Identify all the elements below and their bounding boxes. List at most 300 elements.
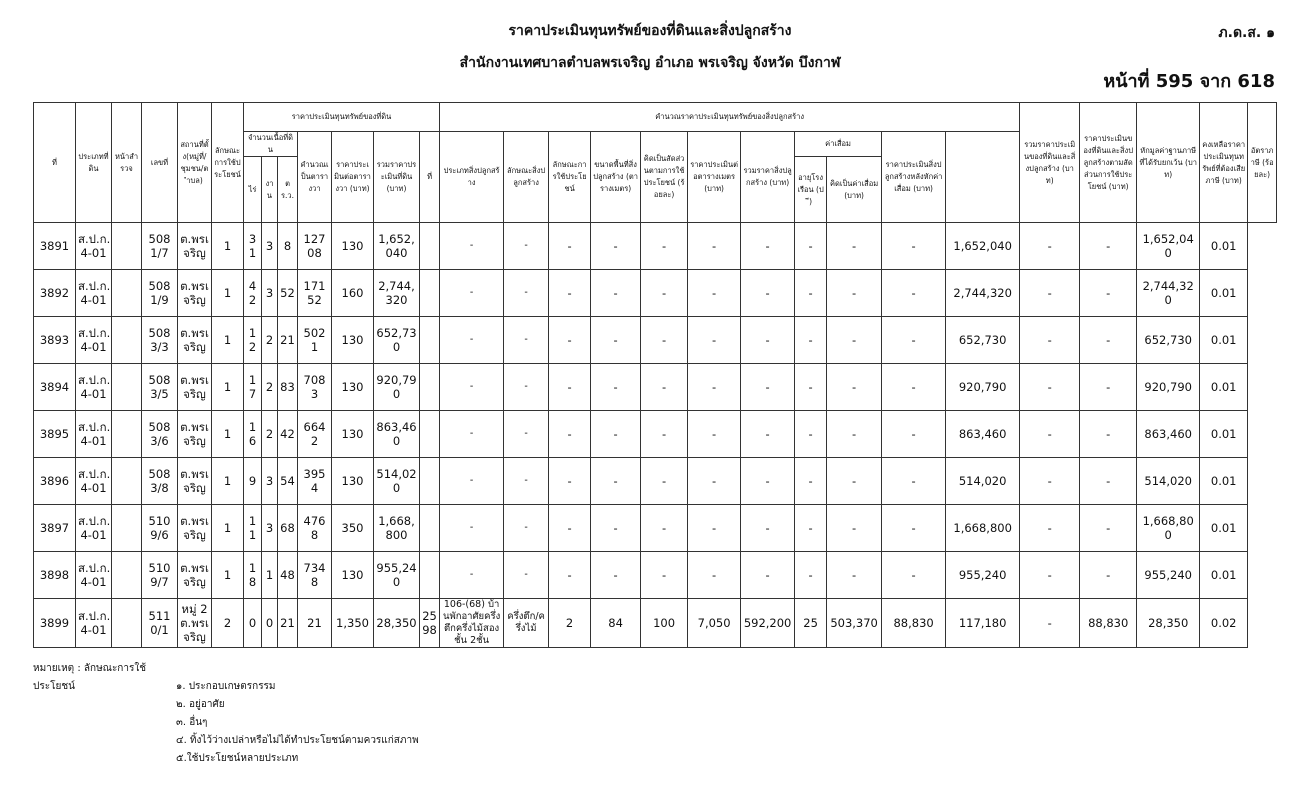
cell-b-age: - bbox=[795, 505, 827, 552]
cell-sqwa: 42 bbox=[278, 411, 298, 458]
cell-b-after-depr: - bbox=[882, 505, 946, 552]
cell-sqwa: 54 bbox=[278, 458, 298, 505]
cell-usage: 2 bbox=[212, 599, 244, 648]
cell-b-area: - bbox=[591, 364, 641, 411]
cell-remaining: 652,730 bbox=[1137, 317, 1200, 364]
cell-parcel-no: 5109/6 bbox=[142, 505, 178, 552]
cell-calc-sqwa: 21 bbox=[298, 599, 332, 648]
cell-location: ต.พรเจริญ bbox=[178, 411, 212, 458]
cell-no: 3896 bbox=[34, 458, 76, 505]
cell-b-depr: - bbox=[827, 552, 882, 599]
cell-location: ต.พรเจริญ bbox=[178, 364, 212, 411]
cell-usage: 1 bbox=[212, 411, 244, 458]
col-ngan: งาน bbox=[262, 157, 278, 223]
cell-deduction: 88,830 bbox=[1080, 599, 1137, 648]
cell-b-area: - bbox=[591, 411, 641, 458]
cell-b-price-sqm: - bbox=[688, 411, 741, 458]
cell-b-character: - bbox=[504, 364, 549, 411]
table-row bbox=[34, 364, 1277, 411]
cell-b-area: 84 bbox=[591, 599, 641, 648]
col-survey-page: หน้าสำรวจ bbox=[112, 103, 142, 223]
cell-total-land: 514,020 bbox=[374, 458, 420, 505]
cell-b-character: ครึ่งตึก/ครึ่งไม้ bbox=[504, 599, 549, 648]
cell-price-per-sqwa: 130 bbox=[332, 364, 374, 411]
cell-no: 3893 bbox=[34, 317, 76, 364]
cell-land-type: ส.ป.ก. 4-01 bbox=[76, 364, 112, 411]
cell-b-total: - bbox=[741, 364, 795, 411]
cell-no: 3899 bbox=[34, 599, 76, 648]
table-row bbox=[34, 599, 1277, 648]
cell-sqwa: 48 bbox=[278, 552, 298, 599]
cell-b-after-depr: - bbox=[882, 458, 946, 505]
cell-calc-sqwa: 3954 bbox=[298, 458, 332, 505]
cell-b-type: - bbox=[440, 458, 504, 505]
col-usage: ลักษณะการใช้ประโยชน์ bbox=[212, 103, 244, 223]
cell-ngan: 2 bbox=[262, 411, 278, 458]
cell-land-type: ส.ป.ก. 4-01 bbox=[76, 270, 112, 317]
cell-b-age: - bbox=[795, 223, 827, 270]
cell-survey-page bbox=[112, 270, 142, 317]
table-row bbox=[34, 317, 1277, 364]
cell-b-area: - bbox=[591, 270, 641, 317]
cell-parcel-no: 5109/7 bbox=[142, 552, 178, 599]
cell-sqwa: 8 bbox=[278, 223, 298, 270]
form-code: ภ.ด.ส. ๑ bbox=[1218, 25, 1275, 41]
cell-land-type: ส.ป.ก. 4-01 bbox=[76, 552, 112, 599]
cell-b-depr: - bbox=[827, 364, 882, 411]
cell-b-character: - bbox=[504, 270, 549, 317]
col-sqwa: ตร.ว. bbox=[278, 157, 298, 223]
cell-price-per-sqwa: 130 bbox=[332, 223, 374, 270]
cell-rai: 17 bbox=[244, 364, 262, 411]
cell-deduction: - bbox=[1080, 223, 1137, 270]
cell-b-usage: - bbox=[549, 458, 591, 505]
cell-b-no bbox=[420, 270, 440, 317]
cell-price-per-sqwa: 130 bbox=[332, 552, 374, 599]
cell-parcel-no: 5110/1 bbox=[142, 599, 178, 648]
cell-tax-rate: 0.01 bbox=[1200, 552, 1248, 599]
cell-b-area: - bbox=[591, 505, 641, 552]
cell-prop-value: - bbox=[1020, 411, 1080, 458]
col-group-depreciation: ค่าเสื่อม bbox=[795, 132, 882, 157]
cell-rai: 42 bbox=[244, 270, 262, 317]
page-title: ราคาประเมินทุนทรัพย์ของที่ดินและสิ่งปลูกสร้าง bbox=[508, 23, 792, 39]
cell-location: ต.พรเจริญ bbox=[178, 317, 212, 364]
cell-usage: 1 bbox=[212, 317, 244, 364]
cell-b-total: - bbox=[741, 317, 795, 364]
col-b-depr: คิดเป็นค่าเสื่อม (บาท) bbox=[827, 157, 882, 223]
cell-total-land-building: 955,240 bbox=[946, 552, 1020, 599]
cell-b-price-sqm: - bbox=[688, 364, 741, 411]
cell-location: ต.พรเจริญ bbox=[178, 223, 212, 270]
cell-remaining: 514,020 bbox=[1137, 458, 1200, 505]
cell-b-age: - bbox=[795, 317, 827, 364]
col-b-usage: ลักษณะการใช้ประโยชน์ bbox=[549, 132, 591, 223]
cell-prop-value: - bbox=[1020, 552, 1080, 599]
cell-b-percent: - bbox=[641, 364, 688, 411]
cell-b-no bbox=[420, 364, 440, 411]
col-b-age: อายุโรงเรือน (ปี) bbox=[795, 157, 827, 223]
cell-b-total: - bbox=[741, 552, 795, 599]
cell-rai: 18 bbox=[244, 552, 262, 599]
cell-b-percent: - bbox=[641, 223, 688, 270]
cell-b-character: - bbox=[504, 458, 549, 505]
cell-parcel-no: 5081/7 bbox=[142, 223, 178, 270]
cell-prop-value: - bbox=[1020, 317, 1080, 364]
cell-deduction: - bbox=[1080, 317, 1137, 364]
col-b-total: รวมราคาสิ่งปลูกสร้าง (บาท) bbox=[741, 132, 795, 223]
col-rai: ไร่ bbox=[244, 157, 262, 223]
cell-sqwa: 83 bbox=[278, 364, 298, 411]
cell-total-land: 28,350 bbox=[374, 599, 420, 648]
table-row bbox=[34, 223, 1277, 270]
cell-usage: 1 bbox=[212, 458, 244, 505]
cell-no: 3897 bbox=[34, 505, 76, 552]
office-subtitle: สำนักงานเทศบาลตำบลพรเจริญ อำเภอ พรเจริญ จังหวัด บึงกาฬ bbox=[459, 55, 841, 71]
cell-tax-rate: 0.01 bbox=[1200, 364, 1248, 411]
cell-parcel-no: 5083/3 bbox=[142, 317, 178, 364]
col-prop-value: ราคาประเมินของที่ดินและสิ่งปลูกสร้างตามสัดส่วนการใช้ประโยชน์ (บาท) bbox=[1080, 103, 1137, 223]
cell-deduction: - bbox=[1080, 458, 1137, 505]
cell-b-area: - bbox=[591, 317, 641, 364]
cell-survey-page bbox=[112, 364, 142, 411]
cell-rai: 31 bbox=[244, 223, 262, 270]
cell-b-no bbox=[420, 317, 440, 364]
col-total-land-building: รวมราคาประเมินของที่ดินและสิ่งปลูกสร้าง (บาท) bbox=[1020, 103, 1080, 223]
cell-sqwa: 68 bbox=[278, 505, 298, 552]
cell-land-type: ส.ป.ก. 4-01 bbox=[76, 317, 112, 364]
col-group-land: ราคาประเมินทุนทรัพย์ของที่ดิน bbox=[244, 103, 440, 132]
cell-b-area: - bbox=[591, 223, 641, 270]
cell-price-per-sqwa: 130 bbox=[332, 458, 374, 505]
cell-land-type: ส.ป.ก. 4-01 bbox=[76, 458, 112, 505]
cell-calc-sqwa: 7083 bbox=[298, 364, 332, 411]
cell-b-type: - bbox=[440, 223, 504, 270]
cell-b-usage: - bbox=[549, 364, 591, 411]
table-row bbox=[34, 270, 1277, 317]
cell-b-depr: - bbox=[827, 270, 882, 317]
cell-b-usage: - bbox=[549, 552, 591, 599]
cell-b-depr: - bbox=[827, 411, 882, 458]
col-land-type: ประเภทที่ดิน bbox=[76, 103, 112, 223]
cell-survey-page bbox=[112, 505, 142, 552]
remark-item: ๕.ใช้ประโยชน์หลายประเภท bbox=[176, 753, 299, 764]
cell-rai: 0 bbox=[244, 599, 262, 648]
cell-ngan: 3 bbox=[262, 458, 278, 505]
cell-land-type: ส.ป.ก. 4-01 bbox=[76, 223, 112, 270]
cell-prop-value: - bbox=[1020, 270, 1080, 317]
cell-b-character: - bbox=[504, 552, 549, 599]
cell-prop-value: - bbox=[1020, 223, 1080, 270]
cell-b-price-sqm: 7,050 bbox=[688, 599, 741, 648]
cell-b-total: - bbox=[741, 411, 795, 458]
cell-prop-value: - bbox=[1020, 599, 1080, 648]
cell-rai: 12 bbox=[244, 317, 262, 364]
cell-b-price-sqm: - bbox=[688, 223, 741, 270]
col-b-type: ประเภทสิ่งปลูกสร้าง bbox=[440, 132, 504, 223]
cell-total-land: 920,790 bbox=[374, 364, 420, 411]
cell-total-land: 1,652,040 bbox=[374, 223, 420, 270]
cell-b-price-sqm: - bbox=[688, 270, 741, 317]
cell-b-usage: - bbox=[549, 411, 591, 458]
cell-b-price-sqm: - bbox=[688, 458, 741, 505]
cell-b-total: - bbox=[741, 270, 795, 317]
cell-b-percent: - bbox=[641, 270, 688, 317]
cell-prop-value: - bbox=[1020, 458, 1080, 505]
cell-remaining: 1,652,040 bbox=[1137, 223, 1200, 270]
cell-no: 3894 bbox=[34, 364, 76, 411]
cell-price-per-sqwa: 160 bbox=[332, 270, 374, 317]
col-remaining: คงเหลือราคาประเมินทุนทรัพย์ที่ต้องเสียภาษี (บาท) bbox=[1200, 103, 1248, 223]
remarks-label: หมายเหตุ : ลักษณะการใช้ประโยชน์ bbox=[33, 663, 147, 692]
cell-b-age: - bbox=[795, 411, 827, 458]
cell-b-depr: - bbox=[827, 458, 882, 505]
cell-b-after-depr: - bbox=[882, 317, 946, 364]
cell-b-percent: 100 bbox=[641, 599, 688, 648]
cell-deduction: - bbox=[1080, 552, 1137, 599]
cell-b-no bbox=[420, 411, 440, 458]
cell-b-percent: - bbox=[641, 552, 688, 599]
col-b-no: ที่ bbox=[420, 132, 440, 223]
cell-sqwa: 21 bbox=[278, 599, 298, 648]
cell-b-character: - bbox=[504, 223, 549, 270]
cell-no: 3892 bbox=[34, 270, 76, 317]
cell-price-per-sqwa: 350 bbox=[332, 505, 374, 552]
cell-total-land: 2,744,320 bbox=[374, 270, 420, 317]
cell-ngan: 1 bbox=[262, 552, 278, 599]
cell-b-age: - bbox=[795, 552, 827, 599]
cell-b-no bbox=[420, 458, 440, 505]
cell-b-after-depr: - bbox=[882, 270, 946, 317]
col-b-after-depr: ราคาประเมินสิ่งปลูกสร้างหลังหักค่าเสื่อม (บาท) bbox=[882, 132, 946, 223]
cell-rai: 9 bbox=[244, 458, 262, 505]
cell-total-land-building: 117,180 bbox=[946, 599, 1020, 648]
cell-b-percent: - bbox=[641, 317, 688, 364]
cell-b-depr: 503,370 bbox=[827, 599, 882, 648]
cell-b-no: 2598 bbox=[420, 599, 440, 648]
cell-usage: 1 bbox=[212, 364, 244, 411]
cell-survey-page bbox=[112, 317, 142, 364]
cell-b-character: - bbox=[504, 411, 549, 458]
cell-b-percent: - bbox=[641, 505, 688, 552]
cell-location: ต.พรเจริญ bbox=[178, 505, 212, 552]
cell-b-usage: 2 bbox=[549, 599, 591, 648]
cell-b-type: - bbox=[440, 505, 504, 552]
cell-b-type: 106-(68) บ้านพักอาศัยครึ่งตึกครึ่งไม้สองชั้น 2ชั้น bbox=[440, 599, 504, 648]
cell-ngan: 3 bbox=[262, 270, 278, 317]
cell-b-percent: - bbox=[641, 458, 688, 505]
cell-tax-rate: 0.01 bbox=[1200, 223, 1248, 270]
cell-b-usage: - bbox=[549, 505, 591, 552]
cell-b-price-sqm: - bbox=[688, 505, 741, 552]
col-b-price-sqm: ราคาประเมินต่อตารางเมตร (บาท) bbox=[688, 132, 741, 223]
cell-total-land-building: 920,790 bbox=[946, 364, 1020, 411]
cell-b-percent: - bbox=[641, 411, 688, 458]
cell-remaining: 2,744,320 bbox=[1137, 270, 1200, 317]
cell-survey-page bbox=[112, 552, 142, 599]
cell-b-type: - bbox=[440, 317, 504, 364]
cell-no: 3895 bbox=[34, 411, 76, 458]
cell-b-price-sqm: - bbox=[688, 552, 741, 599]
cell-total-land-building: 652,730 bbox=[946, 317, 1020, 364]
cell-deduction: - bbox=[1080, 505, 1137, 552]
cell-price-per-sqwa: 130 bbox=[332, 411, 374, 458]
cell-no: 3891 bbox=[34, 223, 76, 270]
cell-tax-rate: 0.01 bbox=[1200, 270, 1248, 317]
cell-calc-sqwa: 17152 bbox=[298, 270, 332, 317]
cell-no: 3898 bbox=[34, 552, 76, 599]
col-price-per-sqwa: ราคาประเมินต่อตารางวา (บาท) bbox=[332, 132, 374, 223]
cell-remaining: 1,668,800 bbox=[1137, 505, 1200, 552]
cell-calc-sqwa: 7348 bbox=[298, 552, 332, 599]
cell-parcel-no: 5081/9 bbox=[142, 270, 178, 317]
cell-usage: 1 bbox=[212, 223, 244, 270]
col-deduction: หักมูลค่าฐานภาษีที่ได้รับยกเว้น (บาท) bbox=[1137, 103, 1200, 223]
cell-total-land-building: 1,668,800 bbox=[946, 505, 1020, 552]
col-calc-sqwa: คำนวณเป็นตารางวา bbox=[298, 132, 332, 223]
cell-usage: 1 bbox=[212, 505, 244, 552]
cell-b-area: - bbox=[591, 458, 641, 505]
cell-survey-page bbox=[112, 223, 142, 270]
cell-b-depr: - bbox=[827, 317, 882, 364]
page-indicator: หน้าที่ 595 จาก 618 bbox=[1103, 71, 1275, 92]
cell-land-type: ส.ป.ก. 4-01 bbox=[76, 599, 112, 648]
cell-b-usage: - bbox=[549, 223, 591, 270]
cell-b-age: - bbox=[795, 458, 827, 505]
col-total-land: รวมราคาประเมินที่ดิน (บาท) bbox=[374, 132, 420, 223]
cell-survey-page bbox=[112, 458, 142, 505]
cell-total-land: 863,460 bbox=[374, 411, 420, 458]
cell-parcel-no: 5083/8 bbox=[142, 458, 178, 505]
cell-rai: 16 bbox=[244, 411, 262, 458]
col-b-area: ขนาดพื้นที่สิ่งปลูกสร้าง (ตารางเมตร) bbox=[591, 132, 641, 223]
cell-b-age: - bbox=[795, 364, 827, 411]
cell-b-usage: - bbox=[549, 270, 591, 317]
remark-item: ๓. อื่นๆ bbox=[176, 717, 208, 728]
cell-price-per-sqwa: 1,350 bbox=[332, 599, 374, 648]
cell-b-no bbox=[420, 505, 440, 552]
cell-total-land-building: 514,020 bbox=[946, 458, 1020, 505]
table-row bbox=[34, 458, 1277, 505]
col-b-character: ลักษณะสิ่งปลูกสร้าง bbox=[504, 132, 549, 223]
cell-sqwa: 52 bbox=[278, 270, 298, 317]
cell-tax-rate: 0.02 bbox=[1200, 599, 1248, 648]
col-no: ที่ bbox=[34, 103, 76, 223]
col-tax-rate: อัตราภาษี (ร้อยละ) bbox=[1248, 103, 1277, 223]
cell-tax-rate: 0.01 bbox=[1200, 411, 1248, 458]
table-body bbox=[34, 223, 1277, 648]
col-group-area: จำนวนเนื้อที่ดิน bbox=[244, 132, 298, 157]
cell-calc-sqwa: 5021 bbox=[298, 317, 332, 364]
cell-b-type: - bbox=[440, 364, 504, 411]
cell-b-depr: - bbox=[827, 505, 882, 552]
cell-total-land: 955,240 bbox=[374, 552, 420, 599]
cell-b-after-depr: 88,830 bbox=[882, 599, 946, 648]
cell-remaining: 920,790 bbox=[1137, 364, 1200, 411]
cell-b-depr: - bbox=[827, 223, 882, 270]
cell-sqwa: 21 bbox=[278, 317, 298, 364]
cell-deduction: - bbox=[1080, 270, 1137, 317]
cell-parcel-no: 5083/5 bbox=[142, 364, 178, 411]
cell-b-no bbox=[420, 552, 440, 599]
col-location: สถานที่ตั้ง(หมู่ที่/ชุมชน/ตำบล) bbox=[178, 103, 212, 223]
cell-b-type: - bbox=[440, 411, 504, 458]
cell-calc-sqwa: 12708 bbox=[298, 223, 332, 270]
cell-deduction: - bbox=[1080, 411, 1137, 458]
cell-prop-value: - bbox=[1020, 364, 1080, 411]
cell-tax-rate: 0.01 bbox=[1200, 458, 1248, 505]
cell-parcel-no: 5083/6 bbox=[142, 411, 178, 458]
cell-ngan: 0 bbox=[262, 599, 278, 648]
cell-b-age: - bbox=[795, 270, 827, 317]
table-row bbox=[34, 411, 1277, 458]
cell-usage: 1 bbox=[212, 552, 244, 599]
cell-location: ต.พรเจริญ bbox=[178, 270, 212, 317]
cell-ngan: 2 bbox=[262, 364, 278, 411]
cell-ngan: 3 bbox=[262, 223, 278, 270]
cell-remaining: 28,350 bbox=[1137, 599, 1200, 648]
cell-land-type: ส.ป.ก. 4-01 bbox=[76, 505, 112, 552]
cell-survey-page bbox=[112, 411, 142, 458]
cell-total-land: 652,730 bbox=[374, 317, 420, 364]
cell-remaining: 863,460 bbox=[1137, 411, 1200, 458]
cell-remaining: 955,240 bbox=[1137, 552, 1200, 599]
cell-ngan: 2 bbox=[262, 317, 278, 364]
cell-land-type: ส.ป.ก. 4-01 bbox=[76, 411, 112, 458]
cell-location: ต.พรเจริญ bbox=[178, 552, 212, 599]
col-b-percent: คิดเป็นสัดส่วนตามการใช้ประโยชน์ (ร้อยละ) bbox=[641, 132, 688, 223]
table-row bbox=[34, 552, 1277, 599]
cell-calc-sqwa: 6642 bbox=[298, 411, 332, 458]
cell-ngan: 3 bbox=[262, 505, 278, 552]
cell-survey-page bbox=[112, 599, 142, 648]
cell-b-after-depr: - bbox=[882, 552, 946, 599]
cell-usage: 1 bbox=[212, 270, 244, 317]
cell-b-total: - bbox=[741, 458, 795, 505]
cell-b-area: - bbox=[591, 552, 641, 599]
cell-location: หมู่ 2 ต.พรเจริญ bbox=[178, 599, 212, 648]
remark-item: ๒. อยู่อาศัย bbox=[176, 699, 225, 710]
cell-calc-sqwa: 4768 bbox=[298, 505, 332, 552]
cell-tax-rate: 0.01 bbox=[1200, 317, 1248, 364]
cell-b-total: - bbox=[741, 223, 795, 270]
cell-b-character: - bbox=[504, 505, 549, 552]
col-group-building: คำนวณราคาประเมินทุนทรัพย์ของสิ่งปลูกสร้าง bbox=[440, 103, 1020, 132]
cell-b-no bbox=[420, 223, 440, 270]
cell-b-price-sqm: - bbox=[688, 317, 741, 364]
col-parcel-no: เลขที่ bbox=[142, 103, 178, 223]
cell-total-land-building: 1,652,040 bbox=[946, 223, 1020, 270]
assessment-table bbox=[33, 102, 1277, 648]
remarks bbox=[33, 660, 419, 768]
cell-b-after-depr: - bbox=[882, 364, 946, 411]
cell-total-land-building: 863,460 bbox=[946, 411, 1020, 458]
table-row bbox=[34, 505, 1277, 552]
remark-item: ๔. ทิ้งไว้ว่างเปล่าหรือไม่ได้ทำประโยชน์ตามควรแก่สภาพ bbox=[176, 735, 419, 746]
cell-b-after-depr: - bbox=[882, 223, 946, 270]
cell-deduction: - bbox=[1080, 364, 1137, 411]
remark-item: ๑. ประกอบเกษตรกรรม bbox=[176, 681, 276, 692]
cell-b-type: - bbox=[440, 270, 504, 317]
cell-b-age: 25 bbox=[795, 599, 827, 648]
cell-b-total: 592,200 bbox=[741, 599, 795, 648]
cell-prop-value: - bbox=[1020, 505, 1080, 552]
cell-total-land-building: 2,744,320 bbox=[946, 270, 1020, 317]
cell-b-type: - bbox=[440, 552, 504, 599]
cell-price-per-sqwa: 130 bbox=[332, 317, 374, 364]
cell-total-land: 1,668,800 bbox=[374, 505, 420, 552]
cell-b-total: - bbox=[741, 505, 795, 552]
